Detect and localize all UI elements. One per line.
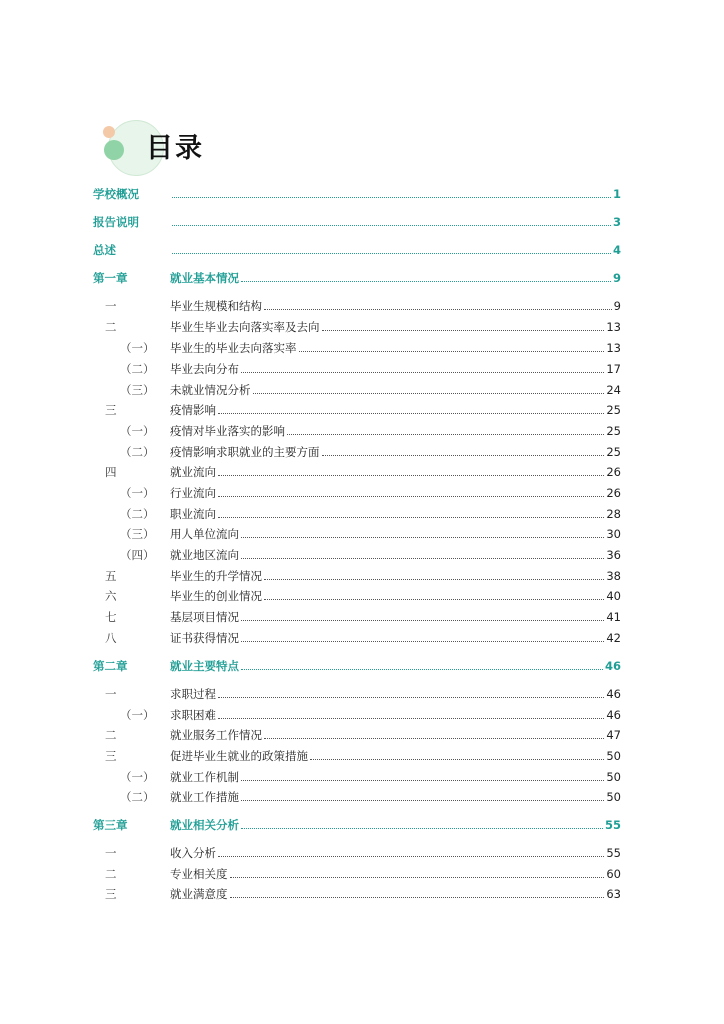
toc-dot-leader bbox=[264, 737, 604, 739]
toc-entry-label: 毕业生的创业情况 bbox=[170, 589, 262, 603]
toc-entry-page: 13 bbox=[606, 341, 621, 355]
toc-entry[interactable] bbox=[120, 484, 621, 502]
toc-entry-page: 30 bbox=[606, 527, 621, 541]
toc-entry-number: 七 bbox=[105, 610, 117, 624]
toc-dot-leader bbox=[241, 668, 603, 670]
toc-dot-leader bbox=[218, 696, 604, 698]
toc-dot-leader bbox=[241, 371, 604, 373]
toc-entry-page: 40 bbox=[606, 589, 621, 603]
toc-dot-leader bbox=[322, 454, 605, 456]
logo-small-circle bbox=[103, 126, 115, 138]
toc-entry-number: 二 bbox=[105, 867, 117, 881]
toc-dot-leader bbox=[230, 876, 605, 878]
toc-entry-label: 就业服务工作情况 bbox=[170, 728, 262, 742]
toc-entry-page: 13 bbox=[606, 320, 621, 334]
toc-entry[interactable] bbox=[120, 443, 621, 461]
toc-entry[interactable] bbox=[120, 768, 621, 786]
toc-entry-number: 八 bbox=[105, 631, 117, 645]
toc-entry-number: （一） bbox=[120, 770, 155, 784]
toc-entry[interactable] bbox=[105, 885, 621, 903]
toc-entry[interactable] bbox=[105, 608, 621, 626]
toc-entry-label: 就业工作措施 bbox=[170, 790, 239, 804]
toc-entry-page: 3 bbox=[612, 215, 621, 229]
toc-dot-leader bbox=[218, 516, 604, 518]
toc-entry-number: （一） bbox=[120, 424, 155, 438]
toc-dot-leader bbox=[241, 557, 604, 559]
toc-entry-number: 第二章 bbox=[93, 659, 128, 673]
toc-entry-page: 25 bbox=[606, 445, 621, 459]
toc-dot-leader bbox=[172, 196, 611, 198]
toc-entry[interactable] bbox=[105, 685, 621, 703]
toc-entry-number: （一） bbox=[120, 341, 155, 355]
toc-dot-leader bbox=[218, 855, 604, 857]
toc-entry[interactable] bbox=[120, 505, 621, 523]
toc-entry[interactable] bbox=[120, 525, 621, 543]
toc-entry-number: （一） bbox=[120, 708, 155, 722]
toc-entry[interactable] bbox=[105, 587, 621, 605]
toc-entry[interactable] bbox=[93, 816, 621, 834]
toc-dot-leader bbox=[218, 474, 604, 476]
toc-dot-leader bbox=[241, 779, 604, 781]
toc-entry-label: 求职困难 bbox=[170, 708, 216, 722]
toc-entry-number: （一） bbox=[120, 486, 155, 500]
toc-entry[interactable] bbox=[120, 788, 621, 806]
toc-entry-number: 二 bbox=[105, 728, 117, 742]
toc-entry-label: 疫情影响求职就业的主要方面 bbox=[170, 445, 320, 459]
toc-entry-number: 报告说明 bbox=[93, 215, 139, 229]
toc-entry-label: 就业地区流向 bbox=[170, 548, 239, 562]
toc-entry-page: 46 bbox=[606, 687, 621, 701]
toc-entry-label: 就业流向 bbox=[170, 465, 216, 479]
toc-dot-leader bbox=[287, 433, 604, 435]
toc-entry[interactable] bbox=[120, 422, 621, 440]
toc-entry-number: （二） bbox=[120, 790, 155, 804]
toc-dot-leader bbox=[310, 758, 604, 760]
toc-entry-number: 六 bbox=[105, 589, 117, 603]
toc-dot-leader bbox=[264, 578, 604, 580]
toc-entry-label: 疫情对毕业落实的影响 bbox=[170, 424, 285, 438]
toc-entry-label: 毕业生规模和结构 bbox=[170, 299, 262, 313]
toc-entry[interactable] bbox=[93, 269, 621, 287]
toc-dot-leader bbox=[172, 252, 611, 254]
toc-dot-leader bbox=[230, 896, 605, 898]
toc-entry-number: 一 bbox=[105, 846, 117, 860]
toc-entry-page: 46 bbox=[606, 708, 621, 722]
toc-entry-number: （三） bbox=[120, 383, 155, 397]
toc-entry[interactable] bbox=[105, 865, 621, 883]
toc-entry-number: （二） bbox=[120, 362, 155, 376]
toc-entry-label: 就业工作机制 bbox=[170, 770, 239, 784]
toc-dot-leader bbox=[241, 280, 611, 282]
toc-entry-page: 50 bbox=[606, 770, 621, 784]
toc-entry-label: 就业相关分析 bbox=[170, 818, 239, 832]
toc-entry[interactable] bbox=[93, 657, 621, 675]
toc-dot-leader bbox=[241, 536, 604, 538]
toc-entry-number: 二 bbox=[105, 320, 117, 334]
toc-entry-number: （二） bbox=[120, 507, 155, 521]
toc-entry-number: 四 bbox=[105, 465, 117, 479]
toc-entry-number: 三 bbox=[105, 403, 117, 417]
toc-entry-page: 63 bbox=[606, 887, 621, 901]
toc-entry-page: 46 bbox=[604, 659, 621, 673]
toc-dot-leader bbox=[299, 350, 605, 352]
toc-entry-label: 基层项目情况 bbox=[170, 610, 239, 624]
toc-entry-number: （四） bbox=[120, 548, 155, 562]
toc-entry-page: 38 bbox=[606, 569, 621, 583]
toc-entry-page: 17 bbox=[606, 362, 621, 376]
toc-entry-number: （三） bbox=[120, 527, 155, 541]
toc-entry-number: 一 bbox=[105, 687, 117, 701]
toc-entry-label: 毕业去向分布 bbox=[170, 362, 239, 376]
toc-entry-label: 求职过程 bbox=[170, 687, 216, 701]
toc-entry-number: 总述 bbox=[93, 243, 116, 257]
toc-entry-page: 24 bbox=[606, 383, 621, 397]
toc-entry-label: 疫情影响 bbox=[170, 403, 216, 417]
toc-entry[interactable] bbox=[120, 381, 621, 399]
toc-dot-leader bbox=[264, 308, 612, 310]
toc-entry-number: 三 bbox=[105, 887, 117, 901]
toc-entry-label: 毕业生的升学情况 bbox=[170, 569, 262, 583]
toc-entry[interactable] bbox=[105, 318, 621, 336]
toc-entry-page: 1 bbox=[612, 187, 621, 201]
toc-entry-label: 就业基本情况 bbox=[170, 271, 239, 285]
toc-entry-page: 47 bbox=[606, 728, 621, 742]
toc-entry-label: 就业满意度 bbox=[170, 887, 228, 901]
toc-entry-label: 专业相关度 bbox=[170, 867, 228, 881]
toc-entry-page: 9 bbox=[613, 299, 621, 313]
toc-entry[interactable] bbox=[105, 844, 621, 862]
toc-entry-page: 41 bbox=[606, 610, 621, 624]
toc-entry-page: 25 bbox=[606, 424, 621, 438]
toc-dot-leader bbox=[241, 799, 604, 801]
toc-entry-number: 三 bbox=[105, 749, 117, 763]
toc-entry-page: 60 bbox=[606, 867, 621, 881]
toc-entry-page: 55 bbox=[606, 846, 621, 860]
toc-entry-number: （二） bbox=[120, 445, 155, 459]
toc-entry-label: 职业流向 bbox=[170, 507, 216, 521]
toc-entry-page: 28 bbox=[606, 507, 621, 521]
toc-dot-leader bbox=[322, 329, 605, 331]
toc-entry-number: 学校概况 bbox=[93, 187, 139, 201]
toc-entry-page: 25 bbox=[606, 403, 621, 417]
toc-entry-page: 26 bbox=[606, 465, 621, 479]
toc-entry-number: 一 bbox=[105, 299, 117, 313]
toc-dot-leader bbox=[253, 392, 605, 394]
toc-entry-label: 行业流向 bbox=[170, 486, 216, 500]
toc-entry-label: 毕业生毕业去向落实率及去向 bbox=[170, 320, 320, 334]
toc-entry[interactable] bbox=[105, 629, 621, 647]
toc-entry[interactable] bbox=[105, 726, 621, 744]
toc-dot-leader bbox=[241, 640, 604, 642]
toc-dot-leader bbox=[241, 619, 604, 621]
toc-entry-number: 第三章 bbox=[93, 818, 128, 832]
toc-entry[interactable] bbox=[105, 747, 621, 765]
toc-entry-page: 55 bbox=[604, 818, 621, 832]
toc-entry[interactable] bbox=[105, 463, 621, 481]
toc-dot-leader bbox=[218, 717, 604, 719]
toc-entry-page: 36 bbox=[606, 548, 621, 562]
toc-entry[interactable] bbox=[120, 339, 621, 357]
toc-entry-page: 26 bbox=[606, 486, 621, 500]
toc-entry-number: 第一章 bbox=[93, 271, 128, 285]
toc-entry[interactable] bbox=[93, 185, 621, 203]
toc-entry-label: 证书获得情况 bbox=[170, 631, 239, 645]
toc-entry[interactable] bbox=[120, 360, 621, 378]
toc-dot-leader bbox=[218, 495, 604, 497]
logo-green-circle bbox=[104, 140, 124, 160]
toc-entry[interactable] bbox=[93, 213, 621, 231]
toc-dot-leader bbox=[241, 827, 603, 829]
toc-entry-page: 42 bbox=[606, 631, 621, 645]
toc-entry[interactable] bbox=[105, 401, 621, 419]
toc-entry[interactable] bbox=[105, 567, 621, 585]
toc-entry-label: 用人单位流向 bbox=[170, 527, 239, 541]
toc-entry-label: 毕业生的毕业去向落实率 bbox=[170, 341, 297, 355]
toc-entry-page: 50 bbox=[606, 749, 621, 763]
toc-entry-page: 50 bbox=[606, 790, 621, 804]
page-title: 目录 bbox=[146, 133, 204, 164]
toc-entry-number: 五 bbox=[105, 569, 117, 583]
toc-entry-page: 4 bbox=[612, 243, 621, 257]
toc-dot-leader bbox=[172, 224, 611, 226]
toc-entry-label: 未就业情况分析 bbox=[170, 383, 251, 397]
toc-entry-label: 促进毕业生就业的政策措施 bbox=[170, 749, 308, 763]
toc-entry[interactable] bbox=[120, 546, 621, 564]
toc-entry[interactable] bbox=[120, 706, 621, 724]
toc-dot-leader bbox=[264, 598, 604, 600]
toc-dot-leader bbox=[218, 412, 604, 414]
toc-entry-label: 就业主要特点 bbox=[170, 659, 239, 673]
toc-entry-page: 9 bbox=[612, 271, 621, 285]
toc-entry-label: 收入分析 bbox=[170, 846, 216, 860]
toc-entry[interactable] bbox=[105, 297, 621, 315]
toc-entry[interactable] bbox=[93, 241, 621, 259]
